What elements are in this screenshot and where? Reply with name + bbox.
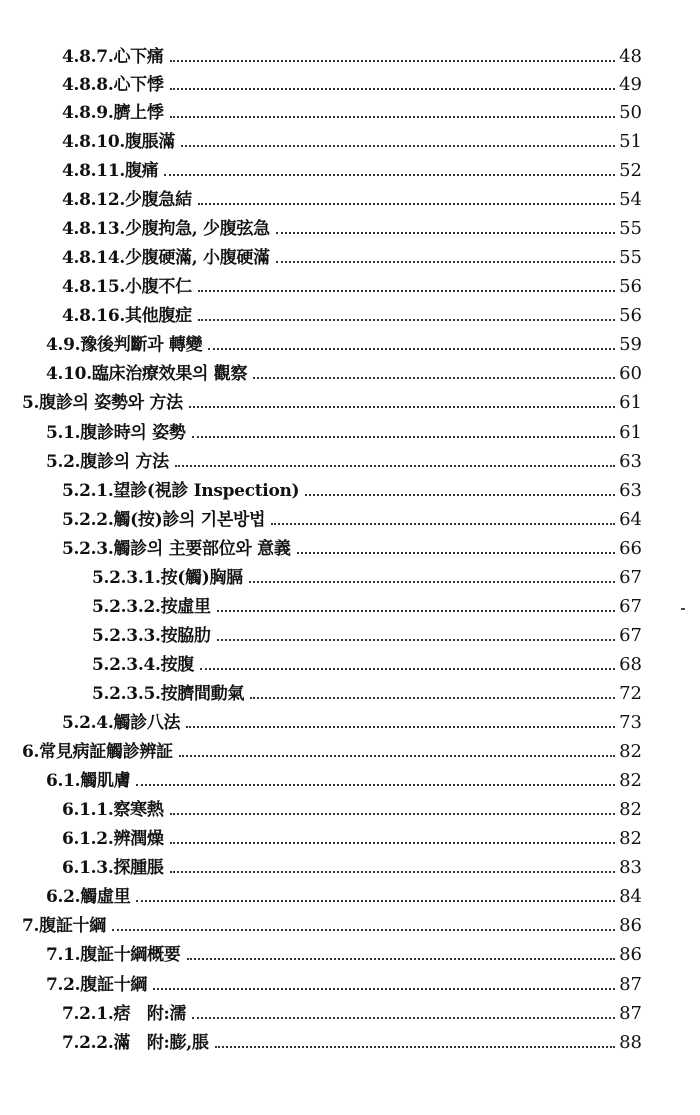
toc-entry-title: 4.8.12.少腹急結 [62,190,192,210]
dot-leader [250,697,615,699]
toc-page-number: 52 [619,160,642,181]
toc-entry-title: 4.8.16.其他腹症 [62,306,192,326]
toc-entry-title: 5.2.腹診의 方法 [46,452,169,472]
toc-entry [46,876,642,906]
toc-entry [46,353,642,383]
dot-leader [170,842,616,844]
toc-entry-title: 4.10.臨床治療效果의 觀察 [46,364,248,384]
toc-page-number: 67 [619,625,642,646]
toc-entry [92,673,642,703]
dot-leader [192,436,616,438]
toc-entry-title: 5.2.3.2.按虛里 [92,597,211,617]
toc-page-number: 56 [619,305,642,326]
toc-entry-title: 4.8.11.腹痛 [62,161,159,181]
toc-entry [62,528,642,558]
dot-leader [189,406,615,408]
dot-leader [187,958,616,960]
toc-entry [46,324,642,354]
toc-page-number: 48 [619,46,642,67]
toc-entry [62,789,642,819]
toc-page-number: 61 [619,422,642,443]
toc-entry-title: 7.2.1.痞 附:濡 [62,1004,187,1024]
toc-page-number: 87 [619,1003,642,1024]
toc-entry [92,644,642,674]
toc-entry-title: 5.2.3.觸診의 主要部位와 意義 [62,539,291,559]
dot-leader [276,261,615,263]
toc-entry-title: 4.8.7.心下痛 [62,47,164,67]
toc-page-number: 49 [619,74,642,95]
toc-entry [62,150,642,180]
toc-entry [62,470,642,500]
toc-page-number: 82 [619,799,642,820]
dot-leader [179,755,615,757]
toc-page-number: 82 [619,741,642,762]
toc-entry-title: 6.1.觸肌膚 [46,771,131,791]
toc-entry-title: 5.1.腹診時의 姿勢 [46,423,186,443]
toc-page-number: 63 [619,451,642,472]
toc-page-number: 87 [619,974,642,995]
toc-entry-title: 6.1.2.辨潤燥 [62,829,164,849]
dot-leader [198,319,615,321]
toc-page-number: 88 [619,1032,642,1053]
toc-page-number: 61 [619,392,642,413]
toc-entry [46,964,642,994]
dot-leader [170,88,616,90]
toc-entry-title: 5.2.3.1.按(觸)胸膈 [92,568,243,588]
toc-page-number: 86 [619,915,642,936]
toc-entry [62,179,642,209]
toc-page-number: 73 [619,712,642,733]
toc-entry-title: 6.1.1.察寒熱 [62,800,164,820]
dot-leader [170,871,616,873]
dot-leader [164,174,615,176]
toc-entry-title: 5.2.3.5.按臍間動氣 [92,684,245,704]
toc-entry [46,760,642,790]
toc-entry [62,121,642,151]
toc-entry-title: 7.2.腹証十綱 [46,975,148,995]
toc-entry [22,382,642,412]
dot-leader [112,929,615,931]
toc-page-number: 59 [619,334,642,355]
toc-entry-title: 4.8.8.心下悸 [62,75,164,95]
dot-leader [198,203,615,205]
dot-leader [175,465,615,467]
toc-entry-title: 7.2.2.滿 附:膨,脹 [62,1033,209,1053]
toc-page-number: 68 [619,654,642,675]
toc-page-number: 82 [619,770,642,791]
toc-entry-title: 4.9.豫後判斷과 轉變 [46,335,203,355]
toc-entry [22,905,642,935]
toc-entry [22,731,642,761]
dot-leader [170,116,616,118]
toc-entry-title: 5.2.2.觸(按)診의 기본방법 [62,510,266,530]
toc-entry-title: 5.2.1.望診(視診 Inspection) [62,481,300,501]
toc-entry [62,499,642,529]
dot-leader [170,60,616,62]
toc-page-number: 56 [619,276,642,297]
toc-page-number: 51 [619,131,642,152]
toc-entry-title: 5.2.3.4.按腹 [92,655,194,675]
toc-page-number: 64 [619,509,642,530]
toc-page-number: 84 [619,886,642,907]
toc-entry [62,92,642,122]
toc-entry-title: 4.8.10.腹脹滿 [62,132,176,152]
toc-entry-title: 5.腹診의 姿勢와 方法 [22,393,183,413]
toc-entry-title: 4.8.15.小腹不仁 [62,277,192,297]
dot-leader [305,494,615,496]
toc-entry [92,615,642,645]
toc-entry-title: 6.2.觸虛里 [46,887,131,907]
dot-leader [297,552,616,554]
toc-entry-title: 5.2.4.觸診八法 [62,713,181,733]
toc-entry-title: 7.腹証十綱 [22,916,106,936]
toc-entry [46,412,642,442]
toc-entry [62,36,642,66]
toc-entry [92,586,642,616]
toc-entry-title: 4.8.13.少腹拘急, 少腹弦急 [62,219,270,239]
toc-entry [46,441,642,471]
dot-leader [217,610,615,612]
toc-entry [46,934,642,964]
dot-leader [153,988,615,990]
toc-entry [62,237,642,267]
toc-entry [62,818,642,848]
dot-leader [271,523,615,525]
dot-leader [181,145,615,147]
toc-page-number: 86 [619,944,642,965]
toc-entry [62,1022,642,1052]
toc-entry-title: 5.2.3.3.按脇肋 [92,626,211,646]
toc-page-number: 60 [619,363,642,384]
toc-page-number: 66 [619,538,642,559]
toc-entry-title: 6.常見病証觸診辨証 [22,742,173,762]
dot-leader [136,784,615,786]
toc-entry-title: 4.8.9.臍上悸 [62,103,164,123]
toc-page-number: 54 [619,189,642,210]
toc-entry [62,208,642,238]
toc-entry [62,702,642,732]
toc-page-number: 50 [619,102,642,123]
toc-page-number: 67 [619,567,642,588]
toc-entry [62,993,642,1023]
stray-mark [681,608,685,610]
toc-entry-title: 4.8.14.少腹硬滿, 小腹硬滿 [62,248,270,268]
toc-entry-title: 7.1.腹証十綱概要 [46,945,181,965]
toc-entry [62,295,642,325]
toc-page-number: 82 [619,828,642,849]
toc-page-number: 55 [619,218,642,239]
toc-page-number: 63 [619,480,642,501]
toc-entry [62,847,642,877]
toc-page-number: 83 [619,857,642,878]
dot-leader [198,290,615,292]
toc-entry [62,64,642,94]
dot-leader [186,726,615,728]
dot-leader [215,1046,616,1048]
dot-leader [249,581,615,583]
toc-page-number: 67 [619,596,642,617]
dot-leader [208,348,615,350]
toc-page-number: 55 [619,247,642,268]
toc-entry [92,557,642,587]
dot-leader [200,668,615,670]
toc-page-number: 72 [619,683,642,704]
dot-leader [217,639,615,641]
dot-leader [253,377,615,379]
dot-leader [192,1017,615,1019]
toc-entry-title: 6.1.3.探腫脹 [62,858,164,878]
toc-entry [62,266,642,296]
dot-leader [170,813,616,815]
dot-leader [136,900,615,902]
dot-leader [276,232,615,234]
